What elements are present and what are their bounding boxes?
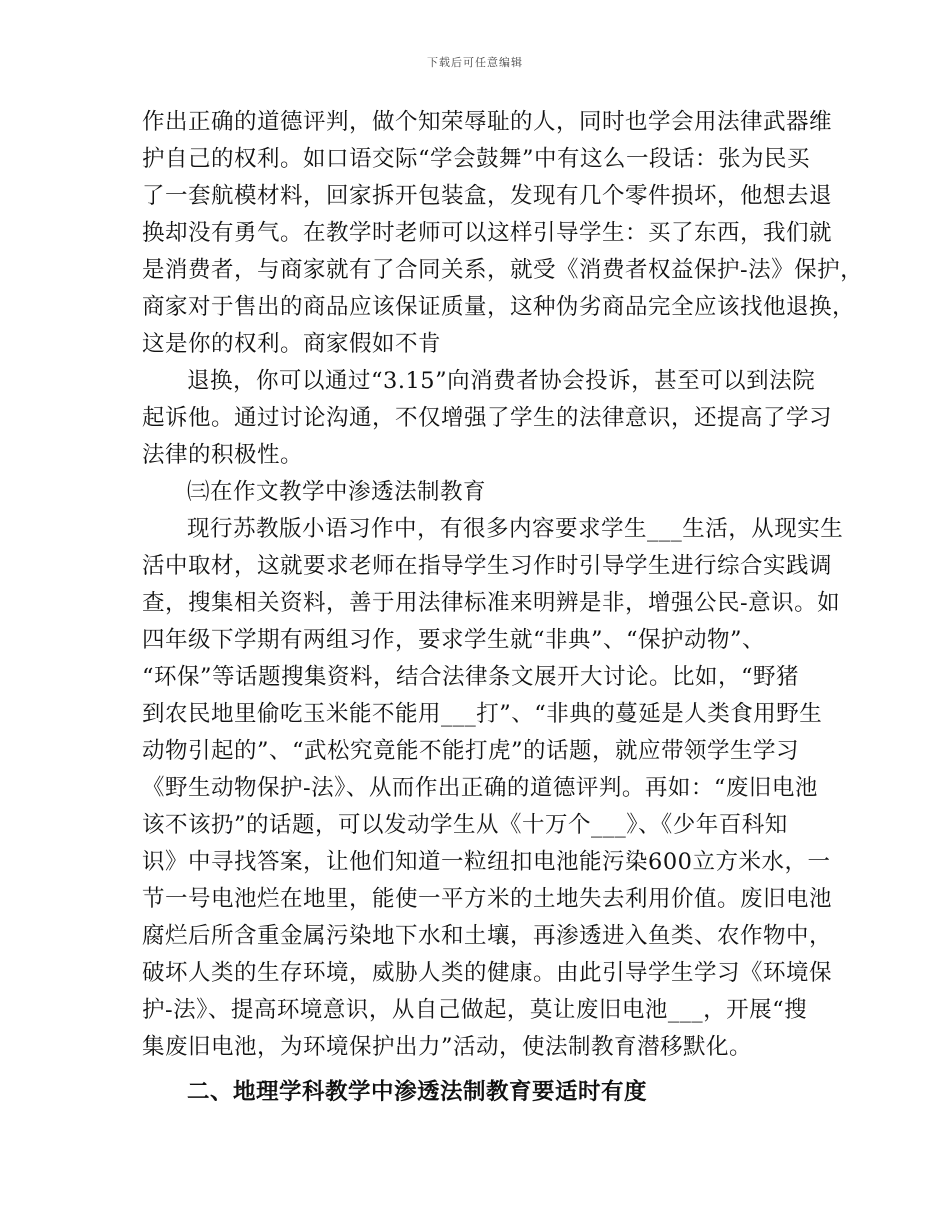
text-line: 集废旧电池，为环境保护出力”活动，使法制教育潜移默化。: [142, 1034, 753, 1060]
text-line: 换却没有勇气。在教学时老师可以这样引导学生：买了东西，我们就: [142, 220, 833, 246]
text-line: 《野生动物保护-法》、从而作出正确的道德评判。再如：“废旧电池: [142, 775, 818, 801]
text-line: 退换，你可以通过“3.15”向消费者协会投诉，甚至可以到法院: [187, 368, 816, 394]
text-line: 这是你的权利。商家假如不肯: [142, 331, 442, 357]
text-line: 护自己的权利。如口语交际“学会鼓舞”中有这么一段话：张为民买: [142, 146, 811, 172]
header-note: 下载后可任意编辑: [427, 56, 523, 69]
text-line: 该不该扔”的话题，可以发动学生从《十万个___》、《少年百科知: [142, 812, 788, 838]
text-line: 识》中寻找答案，让他们知道一粒纽扣电池能污染600立方米水，一: [142, 849, 831, 875]
text-line: 动物引起的”、“武松究竟能不能打虎”的话题，就应带领学生学习: [142, 738, 800, 764]
text-line: 腐烂后所含重金属污染地下水和土壤，再渗透进入鱼类、农作物中，: [142, 923, 833, 949]
subsection-heading: ㈢在作文教学中渗透法制教育: [187, 479, 487, 505]
text-line: 节一号电池烂在地里，能使一平方米的土地失去利用价值。废旧电池: [142, 886, 833, 912]
text-line: 起诉他。通过讨论沟通，不仅增强了学生的法律意识，还提高了学习: [142, 405, 833, 431]
text-line: 商家对于售出的商品应该保证质量，这种伪劣商品完全应该找他退换，: [142, 294, 856, 320]
document-body: [142, 104, 864, 1111]
text-line: 到农民地里偷吃玉米能不能用___打”、“非典的蔓延是人类食用野生: [142, 701, 823, 727]
text-line: 法律的积极性。: [142, 442, 304, 468]
text-line: 现行苏教版小语习作中，有很多内容要求学生___生活，从现实生: [187, 516, 844, 542]
text-line: 四年级下学期有两组习作，要求学生就“非典”、“保护动物”、: [142, 627, 766, 653]
text-line: 了一套航模材料，回家拆开包装盒，发现有几个零件损坏，他想去退: [142, 183, 833, 209]
section-heading: 二、地理学科教学中渗透法制教育要适时有度: [187, 1079, 648, 1105]
text-line: 是消费者，与商家就有了合同关系，就受《消费者权益保护-法》保护，: [142, 257, 864, 283]
text-line: 作出正确的道德评判，做个知荣辱耻的人，同时也学会用法律武器维: [142, 109, 833, 135]
text-line: “环保”等话题搜集资料，结合法律条文展开大讨论。比如，“野猪: [142, 664, 800, 690]
text-line: 破坏人类的生存环境，威胁人类的健康。由此引导学生学习《环境保: [142, 960, 833, 986]
text-line: 查，搜集相关资料，善于用法律标准来明辨是非，增强公民-意识。如: [142, 590, 841, 616]
text-line: 活中取材，这就要求老师在指导学生习作时引导学生进行综合实践调: [142, 553, 833, 579]
text-line: 护-法》、提高环境意识，从自己做起，莫让废旧电池___，开展“搜: [142, 997, 808, 1023]
